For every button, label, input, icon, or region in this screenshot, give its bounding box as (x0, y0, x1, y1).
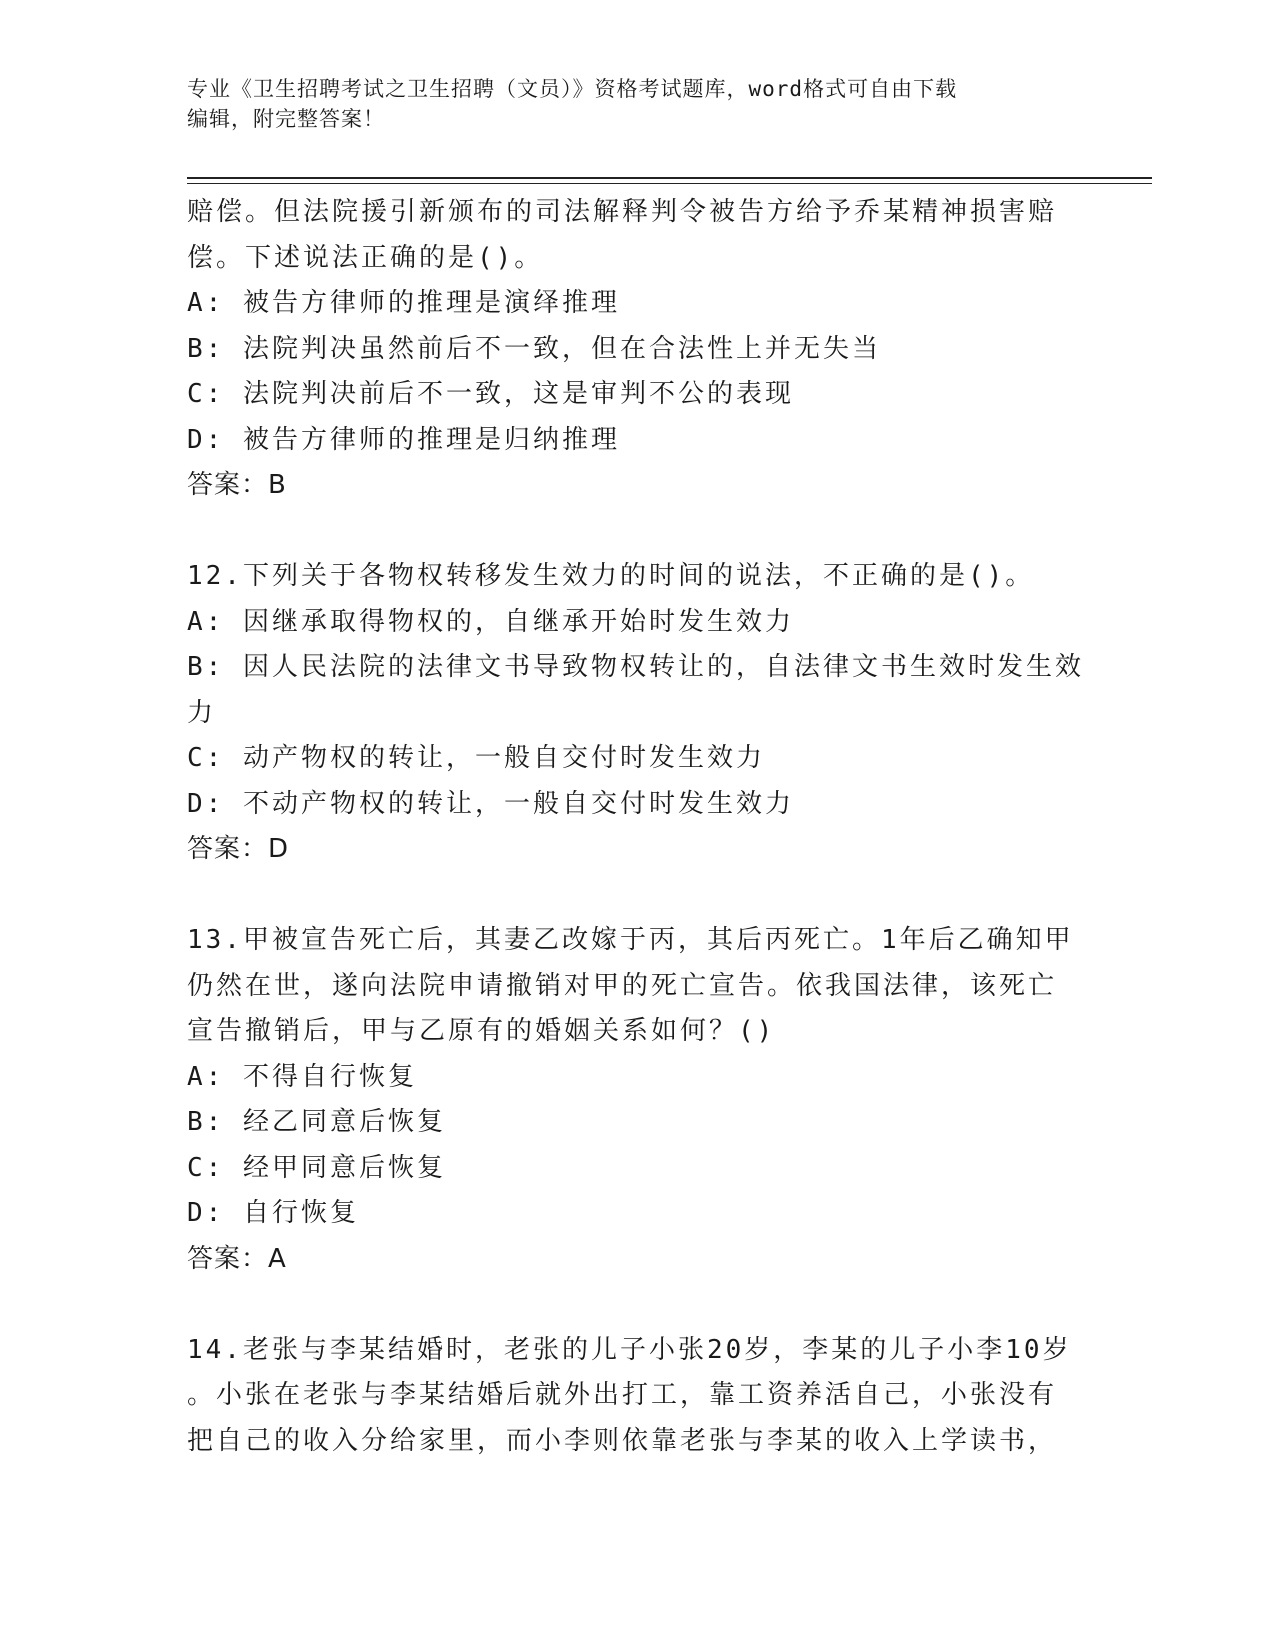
question-stem-continued: 赔偿。但法院援引新颁布的司法解释判令被告方给予乔某精神损害赔 (187, 197, 1058, 227)
option-c: C: 动产物权的转让，一般自交付时发生效力 (187, 743, 765, 773)
header-divider-thin (187, 183, 1152, 184)
document-header (187, 74, 1087, 134)
answer-line: 答案：A (187, 1243, 287, 1274)
header-title-line2: 编辑，附完整答案！ (187, 107, 385, 131)
question-stem: 12.下列关于各物权转移发生效力的时间的说法，不正确的是()。 (187, 561, 1035, 591)
question-stem-continued: 偿。下述说法正确的是()。 (187, 242, 544, 273)
question-content (187, 190, 1087, 1464)
option-c: C: 经甲同意后恢复 (187, 1152, 446, 1183)
spacer (187, 1282, 1087, 1328)
question-stem-continued: 把自己的收入分给家里，而小李则依靠老张与李某的收入上学读书， (187, 1425, 1058, 1456)
option-b: B: 法院判决虽然前后不一致，但在合法性上并无失当 (187, 333, 881, 364)
question-stem-continued: 宣告撤销后，甲与乙原有的婚姻关系如何？() (187, 1016, 776, 1046)
question-13 (187, 918, 1087, 1282)
option-a: A: 不得自行恢复 (187, 1061, 417, 1092)
answer-line: 答案：D (187, 834, 290, 864)
header-title-line1: 专业《卫生招聘考试之卫生招聘（文员）》资格考试题库，word格式可自由下载 (187, 77, 958, 101)
question-11 (187, 190, 1087, 509)
question-stem: 13.甲被宣告死亡后，其妻乙改嫁于丙，其后丙死亡。1年后乙确知甲 (187, 925, 1074, 955)
header-divider-thick (187, 177, 1152, 179)
option-b: B: 经乙同意后恢复 (187, 1107, 446, 1137)
option-b-continued: 力 (187, 697, 217, 728)
spacer (187, 873, 1087, 919)
option-d: D: 被告方律师的推理是归纳推理 (187, 424, 620, 455)
option-c: C: 法院判决前后不一致，这是审判不公的表现 (187, 379, 794, 409)
question-stem-continued: 。小张在老张与李某结婚后就外出打工，靠工资养活自己，小张没有 (187, 1380, 1058, 1410)
question-12 (187, 554, 1087, 873)
question-stem: 14.老张与李某结婚时，老张的儿子小张20岁，李某的儿子小李10岁 (187, 1334, 1072, 1365)
option-a: A: 被告方律师的推理是演绎推理 (187, 288, 620, 318)
question-stem-continued: 仍然在世，遂向法院申请撤销对甲的死亡宣告。依我国法律，该死亡 (187, 970, 1058, 1001)
question-14 (187, 1328, 1087, 1465)
answer-line: 答案：B (187, 470, 287, 500)
option-d: D: 自行恢复 (187, 1198, 359, 1228)
option-a: A: 因继承取得物权的，自继承开始时发生效力 (187, 606, 794, 637)
spacer (187, 509, 1087, 555)
option-b: B: 因人民法院的法律文书导致物权转让的，自法律文书生效时发生效 (187, 652, 1084, 682)
option-d: D: 不动产物权的转让，一般自交付时发生效力 (187, 788, 794, 819)
